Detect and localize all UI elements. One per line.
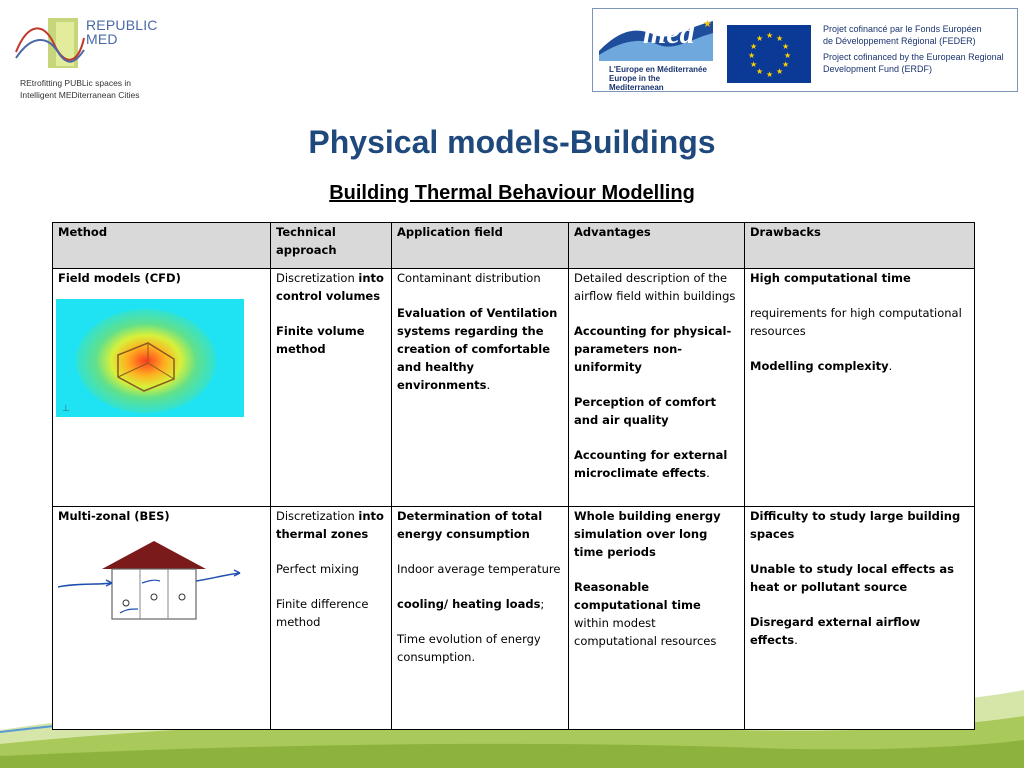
cfd-simulation-image bbox=[56, 299, 244, 417]
cell-advantages-bes bbox=[569, 507, 745, 730]
draw-cfd-1: High computational time bbox=[750, 271, 911, 285]
cell-drawbacks-bes: Difficulty to study large building spaces Unable to study local effects as heat or pollutant source Disregard external airflow effects. bbox=[745, 507, 975, 730]
cell-method-bes bbox=[53, 507, 271, 730]
header-application-field: Application field bbox=[392, 223, 569, 269]
svg-text:★: ★ bbox=[784, 51, 792, 60]
cell-application-bes: Determination of total energy consumption Indoor average temperature cooling/ heating loads; Time evolution of energy consumption. bbox=[392, 507, 569, 730]
svg-text:★: ★ bbox=[766, 31, 774, 40]
tech-cfd-bold: into control volumes bbox=[276, 271, 384, 303]
draw-bes-3: Disregard external airflow effects bbox=[750, 615, 921, 647]
svg-text:★: ★ bbox=[750, 60, 758, 69]
svg-text:med: med bbox=[643, 17, 695, 50]
method-name-bes: Multi-zonal (BES) bbox=[58, 509, 170, 523]
draw-cfd-2: requirements for high computational resources bbox=[750, 306, 962, 338]
cell-drawbacks-cfd: High computational time requirements for high computational resources Modelling complexity. bbox=[745, 269, 975, 507]
cell-advantages-cfd: Detailed description of the airflow field within buildings Accounting for physical-parameters non-uniformity Perception of comfort and air quality Accounting for external microclimate effects. bbox=[569, 269, 745, 507]
draw-bes-1: Difficulty to study large building spaces bbox=[750, 509, 961, 541]
adv-bes-2-bold: Reasonable computational time bbox=[574, 580, 701, 612]
med-caption-fr: L'Europe en Méditerranée bbox=[609, 65, 707, 74]
svg-text:★: ★ bbox=[782, 42, 790, 51]
cell-technical-cfd bbox=[271, 269, 392, 507]
svg-text:★: ★ bbox=[748, 51, 756, 60]
eu-med-funding-logo bbox=[592, 8, 1018, 92]
med-caption-en: Europe in the Mediterranean bbox=[609, 74, 664, 92]
svg-text:★: ★ bbox=[750, 42, 758, 51]
med-caption bbox=[609, 65, 713, 92]
republic-med-logo bbox=[14, 12, 164, 107]
tech-bes-plain: Discretization bbox=[276, 509, 355, 523]
table-row bbox=[53, 269, 975, 507]
header-advantages: Advantages bbox=[569, 223, 745, 269]
eu-flag-icon bbox=[727, 25, 811, 83]
adv-cfd-3: Perception of comfort and air quality bbox=[574, 395, 716, 427]
republic-med-emblem-icon bbox=[14, 12, 86, 74]
funding-text bbox=[823, 23, 1004, 75]
adv-cfd-4: Accounting for external microclimate effects bbox=[574, 448, 728, 480]
cell-method-cfd bbox=[53, 269, 271, 507]
header-technical-approach: Technical approach bbox=[271, 223, 392, 269]
app-bes-2: Indoor average temperature bbox=[397, 562, 561, 576]
svg-text:★: ★ bbox=[766, 70, 774, 79]
adv-cfd-1: Detailed description of the airflow field within buildings bbox=[574, 271, 736, 303]
logo-tagline-2: Intelligent MEDiterranean Cities bbox=[20, 90, 140, 100]
cell-technical-bes bbox=[271, 507, 392, 730]
funding-text-fr-1: Projet cofinancé par le Fonds Européen bbox=[823, 24, 982, 34]
adv-cfd-2: Accounting for physical-parameters non-uniformity bbox=[574, 324, 732, 374]
adv-bes-2-plain: within modest computational resources bbox=[574, 616, 717, 648]
tech-bes-finite-difference: Finite difference method bbox=[276, 597, 369, 629]
funding-text-fr-2: de Développement Régional (FEDER) bbox=[823, 36, 976, 46]
funding-text-en-1: Project cofinanced by the European Regional bbox=[823, 52, 1004, 62]
med-programme-logo bbox=[599, 15, 713, 92]
method-name-cfd: Field models (CFD) bbox=[58, 271, 181, 285]
svg-text:★: ★ bbox=[782, 60, 790, 69]
comparison-table bbox=[52, 222, 975, 730]
app-bes-4: Time evolution of energy consumption. bbox=[397, 632, 541, 664]
logo-tagline-1: REtrofitting PUBLic spaces in bbox=[20, 78, 132, 88]
tech-cfd-finite-volume: Finite volume method bbox=[276, 324, 365, 356]
svg-text:★: ★ bbox=[776, 34, 784, 43]
tech-bes-perfect-mixing: Perfect mixing bbox=[276, 562, 359, 576]
svg-text:⊥: ⊥ bbox=[62, 404, 70, 414]
app-bes-1: Determination of total energy consumption bbox=[397, 509, 543, 541]
table-row bbox=[53, 507, 975, 730]
header-method: Method bbox=[53, 223, 271, 269]
svg-text:★: ★ bbox=[756, 34, 764, 43]
med-wave-icon bbox=[599, 15, 713, 61]
multizonal-house-diagram bbox=[56, 539, 246, 629]
draw-cfd-3: Modelling complexity bbox=[750, 359, 889, 373]
republic-med-name: REPUBLIC MED bbox=[86, 17, 158, 47]
cell-application-cfd: Contaminant distribution Evaluation of Ventilation systems regarding the creation of comfortable and healthy environments. bbox=[392, 269, 569, 507]
funding-text-en-2: Development Fund (ERDF) bbox=[823, 64, 933, 74]
app-cfd-2: Evaluation of Ventilation systems regarding the creation of comfortable and healthy environments bbox=[397, 306, 558, 392]
svg-text:★: ★ bbox=[776, 67, 784, 76]
svg-text:★: ★ bbox=[703, 19, 712, 30]
app-bes-3: cooling/ heating loads bbox=[397, 597, 541, 611]
tech-cfd-plain: Discretization bbox=[276, 271, 355, 285]
table-header-row bbox=[53, 223, 975, 269]
page-title: Physical models-Buildings bbox=[308, 124, 716, 160]
app-cfd-1: Contaminant distribution bbox=[397, 271, 541, 285]
tech-bes-bold: into thermal zones bbox=[276, 509, 384, 541]
page-subtitle: Building Thermal Behaviour Modelling bbox=[329, 182, 695, 204]
adv-bes-1: Whole building energy simulation over long time periods bbox=[574, 509, 721, 559]
svg-text:★: ★ bbox=[756, 67, 764, 76]
draw-bes-2: Unable to study local effects as heat or pollutant source bbox=[750, 562, 954, 594]
header-drawbacks: Drawbacks bbox=[745, 223, 975, 269]
